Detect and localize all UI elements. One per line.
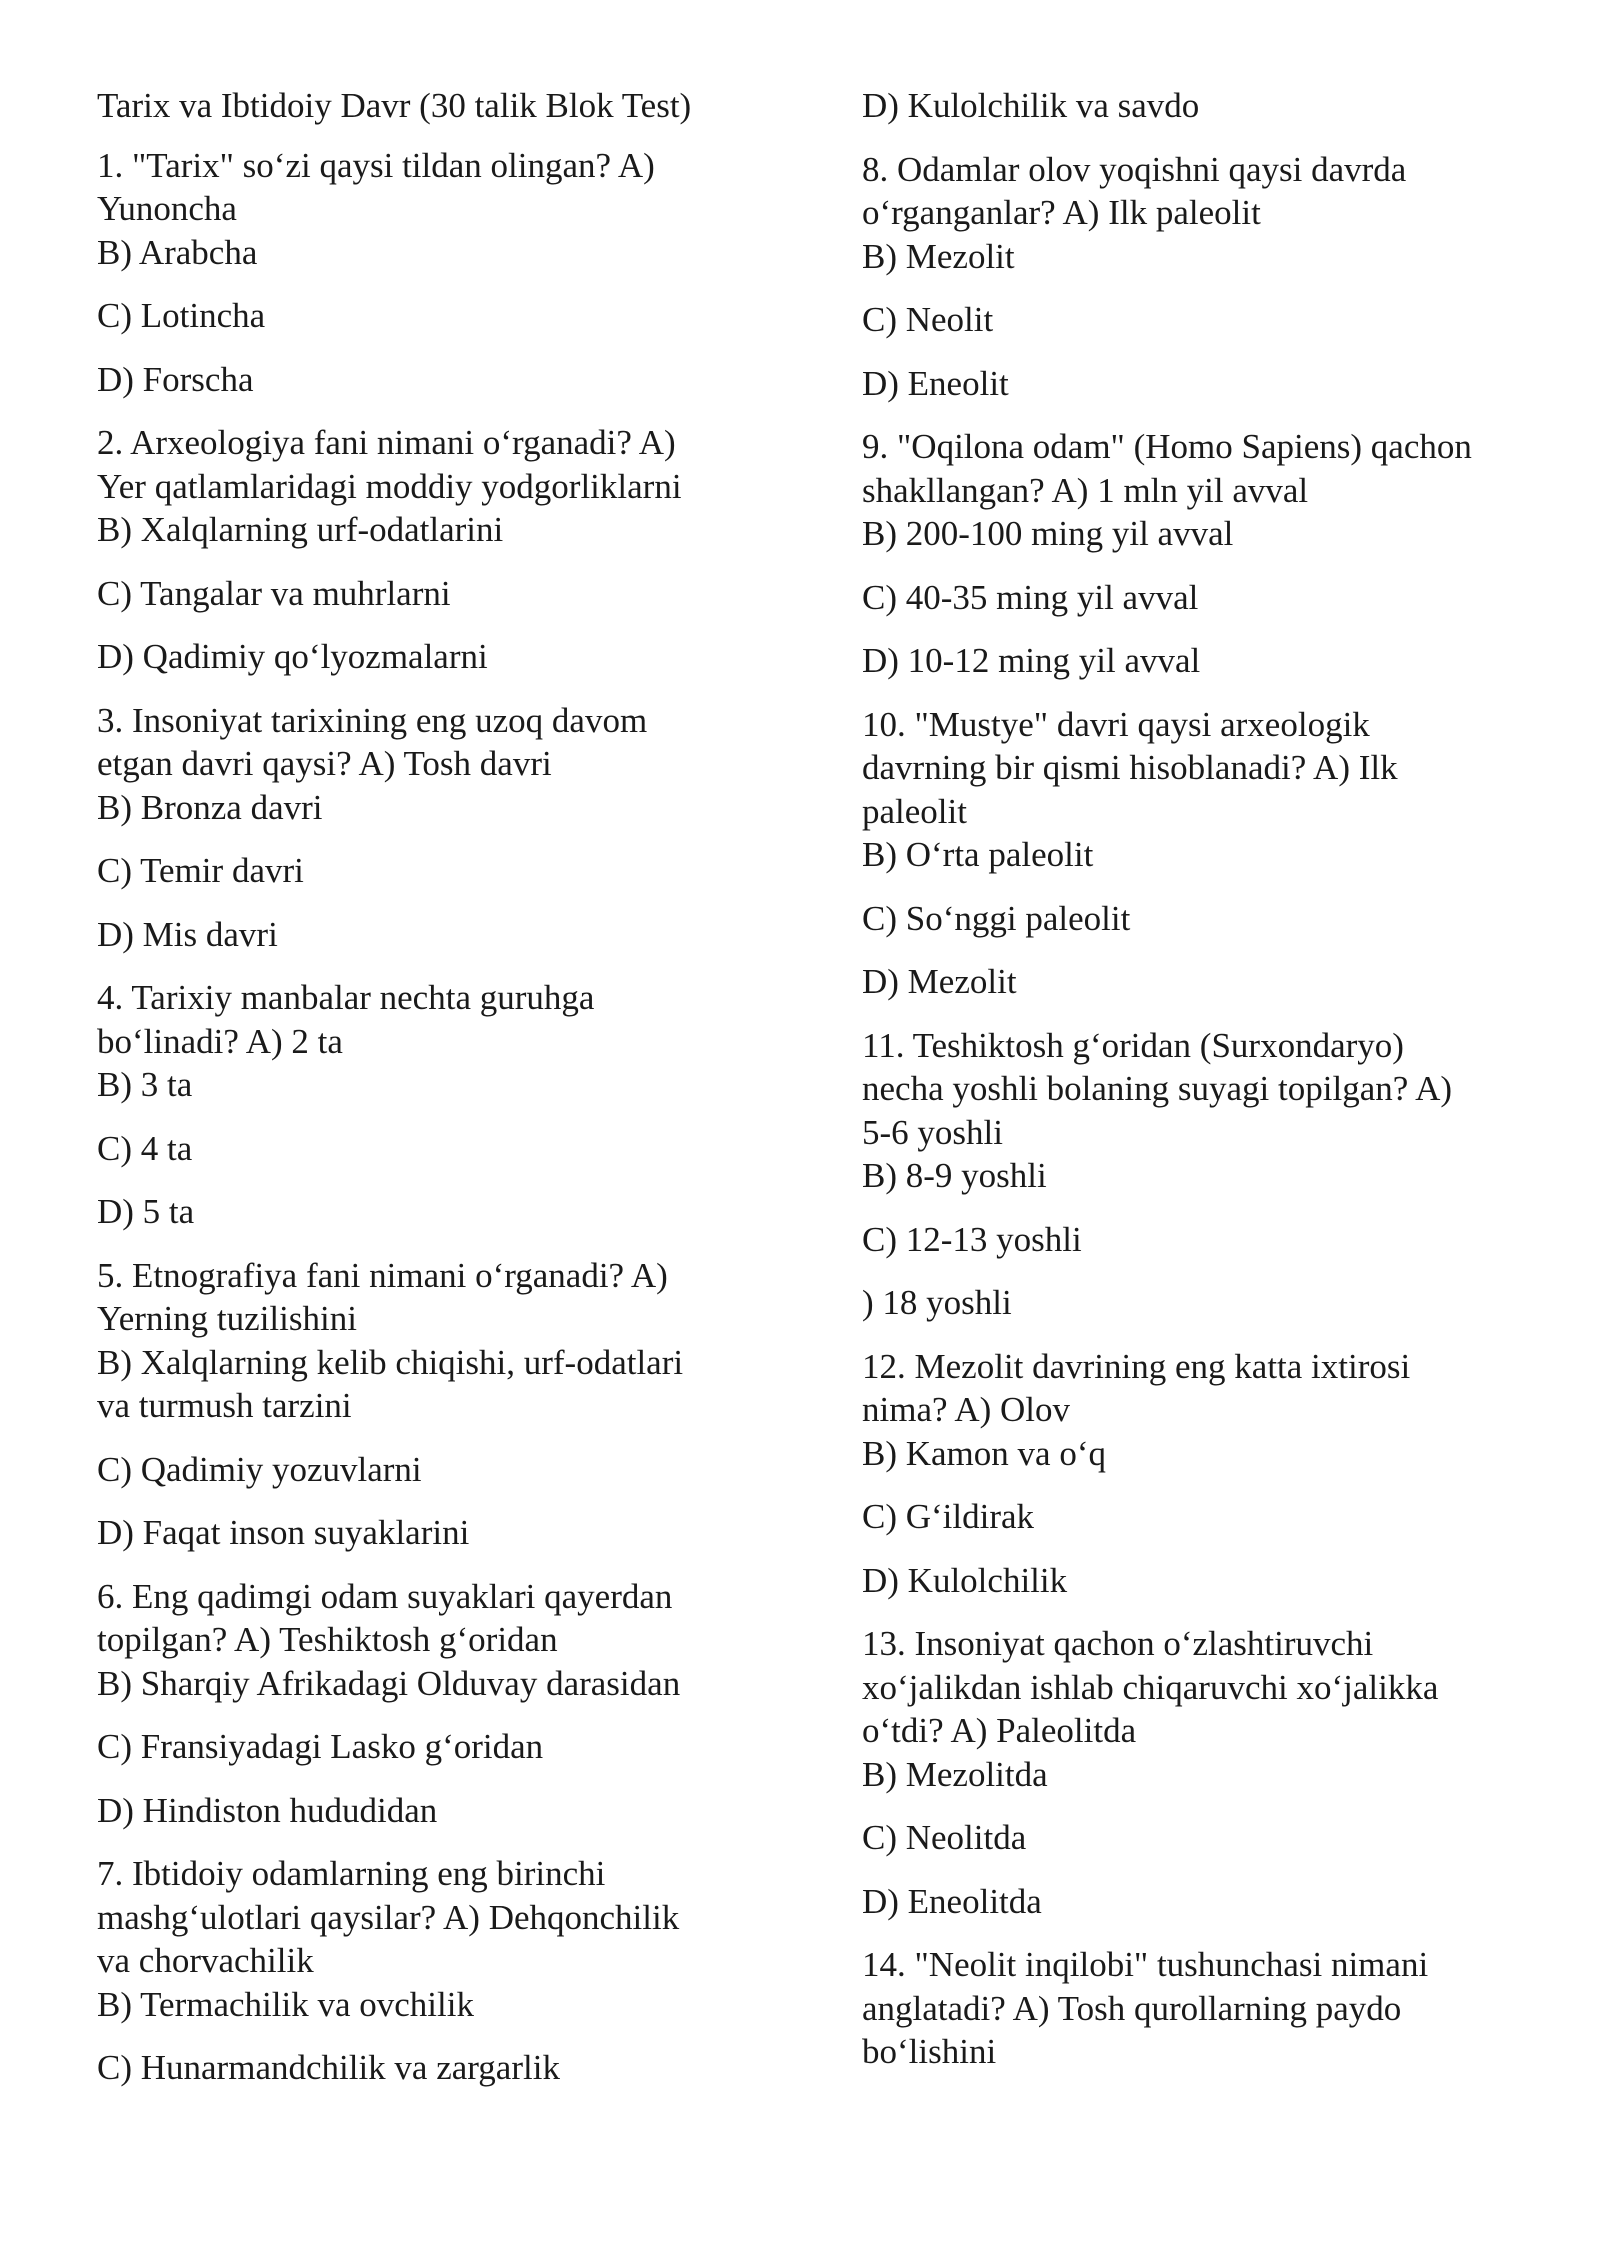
option-c: C) Temir davri bbox=[97, 851, 304, 890]
question-4 bbox=[97, 976, 777, 1234]
question-text: 14. "Neolit inqilobi" tushunchasi nimani anglatadi? A) Tosh qurollarning paydo bo‘lishini bbox=[862, 1945, 1429, 2071]
option-c: C) Lotincha bbox=[97, 296, 266, 335]
option-d: D) 10-12 ming yil avval bbox=[862, 641, 1201, 680]
option-c: C) G‘ildirak bbox=[862, 1497, 1035, 1536]
option-d: D) Kulolchilik bbox=[862, 1560, 1068, 1600]
option-d: D) Mezolit bbox=[862, 962, 1017, 1001]
question-text: 2. Arxeologiya fani nimani o‘rganadi? A) Yer qatlamlaridagi moddiy yodgorliklarni bbox=[97, 423, 682, 506]
option-b: B) Xalqlarning urf-odatlarini bbox=[97, 510, 504, 549]
option-b: B) Mezolit bbox=[862, 236, 1015, 276]
question-3 bbox=[97, 699, 777, 957]
question-7 bbox=[97, 1852, 777, 2090]
option-d: D) Hindiston hududidan bbox=[97, 1790, 438, 1830]
option-d: D) Faqat inson suyaklarini bbox=[97, 1513, 470, 1552]
option-b: B) O‘rta paleolit bbox=[862, 835, 1094, 874]
question-2 bbox=[97, 421, 777, 679]
option-c: C) 4 ta bbox=[97, 1128, 193, 1168]
option-d: ) 18 yoshli bbox=[862, 1283, 1012, 1322]
option-b: B) Bronza davri bbox=[97, 787, 323, 827]
question-6 bbox=[97, 1575, 777, 1833]
question-10 bbox=[862, 703, 1542, 1004]
option-c: C) Qadimiy yozuvlarni bbox=[97, 1449, 422, 1489]
option-b: B) Termachilik va ovchilik bbox=[97, 1984, 474, 2024]
option-b: B) Mezolitda bbox=[862, 1754, 1048, 1794]
question-text: 3. Insoniyat tarixining eng uzoq davom etgan davri qaysi? A) Tosh davri bbox=[97, 700, 648, 783]
question-13 bbox=[862, 1622, 1542, 1923]
option-b: B) Kamon va o‘q bbox=[862, 1433, 1106, 1473]
option-b: B) 8-9 yoshli bbox=[862, 1156, 1047, 1195]
option-d: D) Kulolchilik va savdo bbox=[862, 86, 1200, 125]
option-c: C) Hunarmandchilik va zargarlik bbox=[97, 2048, 560, 2087]
question-5 bbox=[97, 1254, 777, 1555]
question-text: 5. Etnografiya fani nimani o‘rganadi? A) Yerning tuzilishini bbox=[97, 1255, 668, 1338]
question-text: 9. "Oqilona odam" (Homo Sapiens) qachon shakllangan? A) 1 mln yil avval bbox=[862, 427, 1472, 510]
option-c: C) Fransiyadagi Lasko g‘oridan bbox=[97, 1727, 544, 1766]
option-d: D) Eneolit bbox=[862, 363, 1009, 403]
option-c: C) Neolit bbox=[862, 300, 994, 339]
question-7-continued bbox=[862, 84, 1542, 128]
question-9 bbox=[862, 425, 1542, 683]
question-text: 13. Insoniyat qachon o‘zlashtiruvchi xo‘jalikdan ishlab chiqaruvchi xo‘jalikka o‘tdi? A) Paleolitda bbox=[862, 1624, 1439, 1750]
option-b: B) Xalqlarning kelib chiqishi, urf-odatlari va turmush tarzini bbox=[97, 1342, 684, 1425]
option-b: B) 3 ta bbox=[97, 1065, 193, 1104]
question-text: 10. "Mustye" davri qaysi arxeologik davrning bir qismi hisoblanadi? A) Ilk paleolit bbox=[862, 704, 1398, 831]
left-column bbox=[97, 84, 777, 2110]
option-d: D) Mis davri bbox=[97, 914, 278, 954]
question-14 bbox=[862, 1943, 1542, 2074]
right-column bbox=[862, 84, 1542, 2094]
question-text: 12. Mezolit davrining eng katta ixtirosi nima? A) Olov bbox=[862, 1346, 1411, 1429]
option-c: C) Neolitda bbox=[862, 1818, 1027, 1857]
option-d: D) Qadimiy qo‘lyozmalarni bbox=[97, 637, 488, 676]
option-c: C) So‘nggi paleolit bbox=[862, 898, 1131, 938]
option-c: C) 40-35 ming yil avval bbox=[862, 577, 1199, 617]
option-b: B) Arabcha bbox=[97, 232, 258, 272]
question-1 bbox=[97, 144, 777, 402]
question-text: 11. Teshiktosh g‘oridan (Surxondaryo) necha yoshli bolaning suyagi topilgan? A) 5-6 yoshli bbox=[862, 1025, 1453, 1152]
option-c: C) 12-13 yoshli bbox=[862, 1219, 1082, 1259]
question-text: 4. Tarixiy manbalar nechta guruhga bo‘linadi? A) 2 ta bbox=[97, 978, 595, 1061]
document-title: Tarix va Ibtidoiy Davr (30 talik Blok Test) bbox=[97, 86, 692, 125]
option-c: C) Tangalar va muhrlarni bbox=[97, 573, 451, 613]
option-b: B) 200-100 ming yil avval bbox=[862, 514, 1234, 553]
question-text: 8. Odamlar olov yoqishni qaysi davrda o‘rganganlar? A) Ilk paleolit bbox=[862, 149, 1407, 232]
question-text: 6. Eng qadimgi odam suyaklari qayerdan topilgan? A) Teshiktosh g‘oridan bbox=[97, 1576, 673, 1659]
question-8 bbox=[862, 148, 1542, 406]
question-text: 1. "Tarix" so‘zi qaysi tildan olingan? A) Yunoncha bbox=[97, 145, 655, 228]
question-12 bbox=[862, 1345, 1542, 1603]
option-d: D) Eneolitda bbox=[862, 1881, 1042, 1921]
question-text: 7. Ibtidoiy odamlarning eng birinchi mashg‘ulotlari qaysilar? A) Dehqonchilik va chorvachilik bbox=[97, 1854, 680, 1980]
option-b: B) Sharqiy Afrikadagi Olduvay darasidan bbox=[97, 1663, 681, 1703]
question-11 bbox=[862, 1024, 1542, 1325]
option-d: D) Forscha bbox=[97, 359, 254, 399]
option-d: D) 5 ta bbox=[97, 1192, 195, 1231]
